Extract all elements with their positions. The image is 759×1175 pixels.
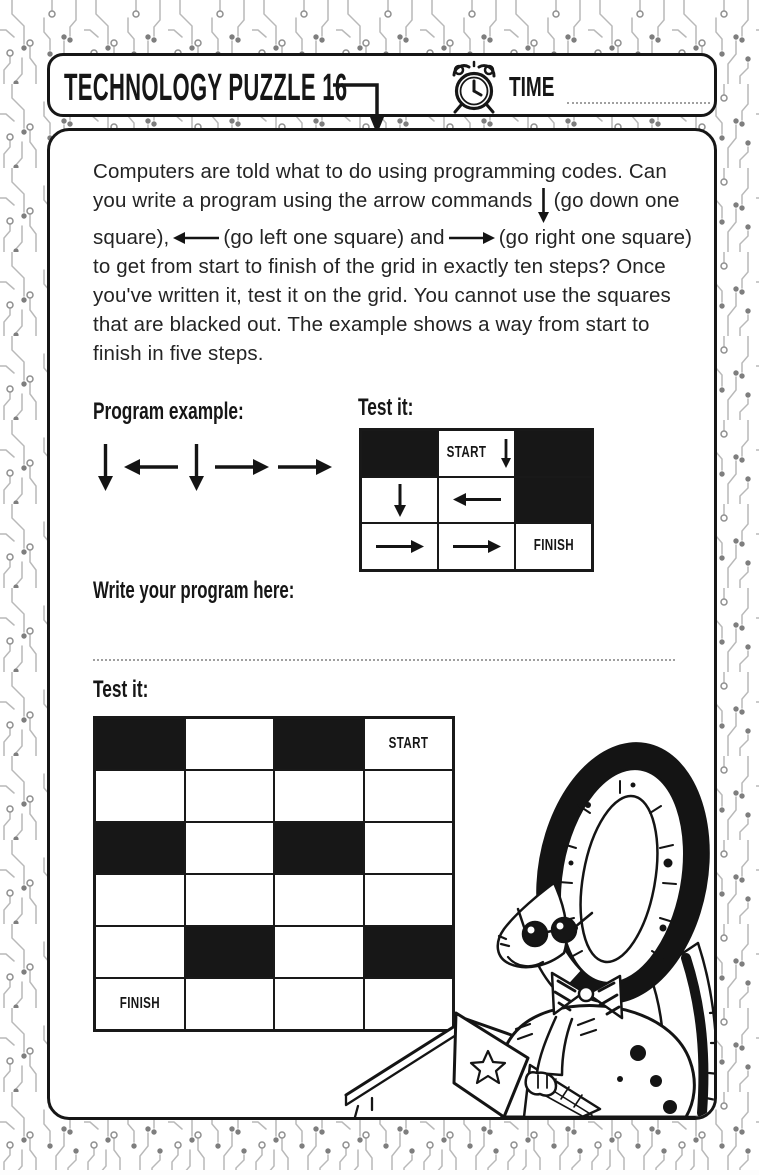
right-arrow-icon — [278, 457, 332, 477]
title-bar — [47, 53, 717, 117]
program-example-arrows — [96, 443, 332, 491]
left-arrow-icon — [173, 230, 219, 246]
time-label: TIME — [509, 71, 555, 102]
right-arrow-icon — [449, 230, 495, 246]
grid-cell-blocked — [515, 430, 592, 477]
grid-cell-open — [185, 822, 275, 874]
dinosaur-typing-on-laptop-illustration — [338, 713, 716, 1120]
grid-cell-blocked — [95, 822, 185, 874]
time-entry-line[interactable] — [567, 102, 710, 104]
page-title: TECHNOLOGY PUZZLE 16 — [64, 67, 348, 109]
main-test-heading: Test it: — [93, 676, 149, 703]
example-grid — [359, 428, 594, 572]
right-arrow-icon — [376, 538, 424, 555]
grid-cell-start — [438, 430, 515, 477]
grid-cell-finish — [95, 978, 185, 1030]
grid-cell-arrow — [438, 523, 515, 570]
right-arrow-icon — [453, 538, 501, 555]
example-test-heading: Test it: — [358, 394, 414, 421]
puzzle-page — [47, 128, 717, 1120]
grid-cell-finish — [515, 523, 592, 570]
start-label: START — [388, 735, 429, 752]
grid-cell-open — [185, 718, 275, 770]
intro-text: to get from start to finish of the grid in exactly ten steps? Once — [93, 255, 666, 278]
grid-cell-open — [95, 874, 185, 926]
intro-text: (go right one square) — [498, 226, 693, 249]
dotted-divider — [93, 659, 675, 661]
instructions-paragraph — [93, 157, 699, 368]
intro-text: (go left one square) and — [223, 226, 445, 249]
down-arrow-icon — [187, 443, 206, 491]
left-arrow-icon — [453, 491, 501, 508]
grid-cell-blocked — [185, 926, 275, 978]
intro-text: you've written it, test it on the grid. You cannot use the squares — [93, 284, 671, 307]
down-arrow-icon — [392, 483, 408, 517]
grid-cell-blocked — [515, 477, 592, 524]
grid-cell-arrow — [361, 477, 438, 524]
grid-cell-blocked — [361, 430, 438, 477]
grid-cell-arrow — [438, 477, 515, 524]
intro-text: finish in five steps. — [93, 342, 264, 365]
down-long-arrow-icon — [536, 187, 551, 223]
right-arrow-icon — [215, 457, 269, 477]
grid-cell-open — [185, 978, 275, 1030]
write-program-heading: Write your program here: — [93, 577, 295, 604]
start-label: START — [447, 444, 487, 462]
left-arrow-icon — [124, 457, 178, 477]
intro-text: that are blacked out. The example shows a way from start to — [93, 313, 650, 336]
intro-text: square), — [93, 226, 170, 249]
grid-cell-blocked — [95, 718, 185, 770]
down-arrow-icon — [96, 443, 115, 491]
grid-cell-open — [95, 770, 185, 822]
grid-cell-open — [185, 770, 275, 822]
finish-label: FINISH — [119, 995, 160, 1012]
grid-cell-open — [185, 874, 275, 926]
down-arrow-icon — [499, 438, 513, 468]
intro-text: Computers are told what to do using programming codes. Can — [93, 160, 667, 183]
grid-cell-arrow — [361, 523, 438, 570]
finish-label: FINISH — [533, 537, 574, 555]
program-example-heading: Program example: — [93, 398, 244, 425]
grid-cell-open — [95, 926, 185, 978]
intro-text: (go down one — [553, 189, 680, 212]
alarm-clock-icon — [448, 60, 500, 121]
intro-text: you write a program using the arrow commands — [93, 189, 533, 212]
